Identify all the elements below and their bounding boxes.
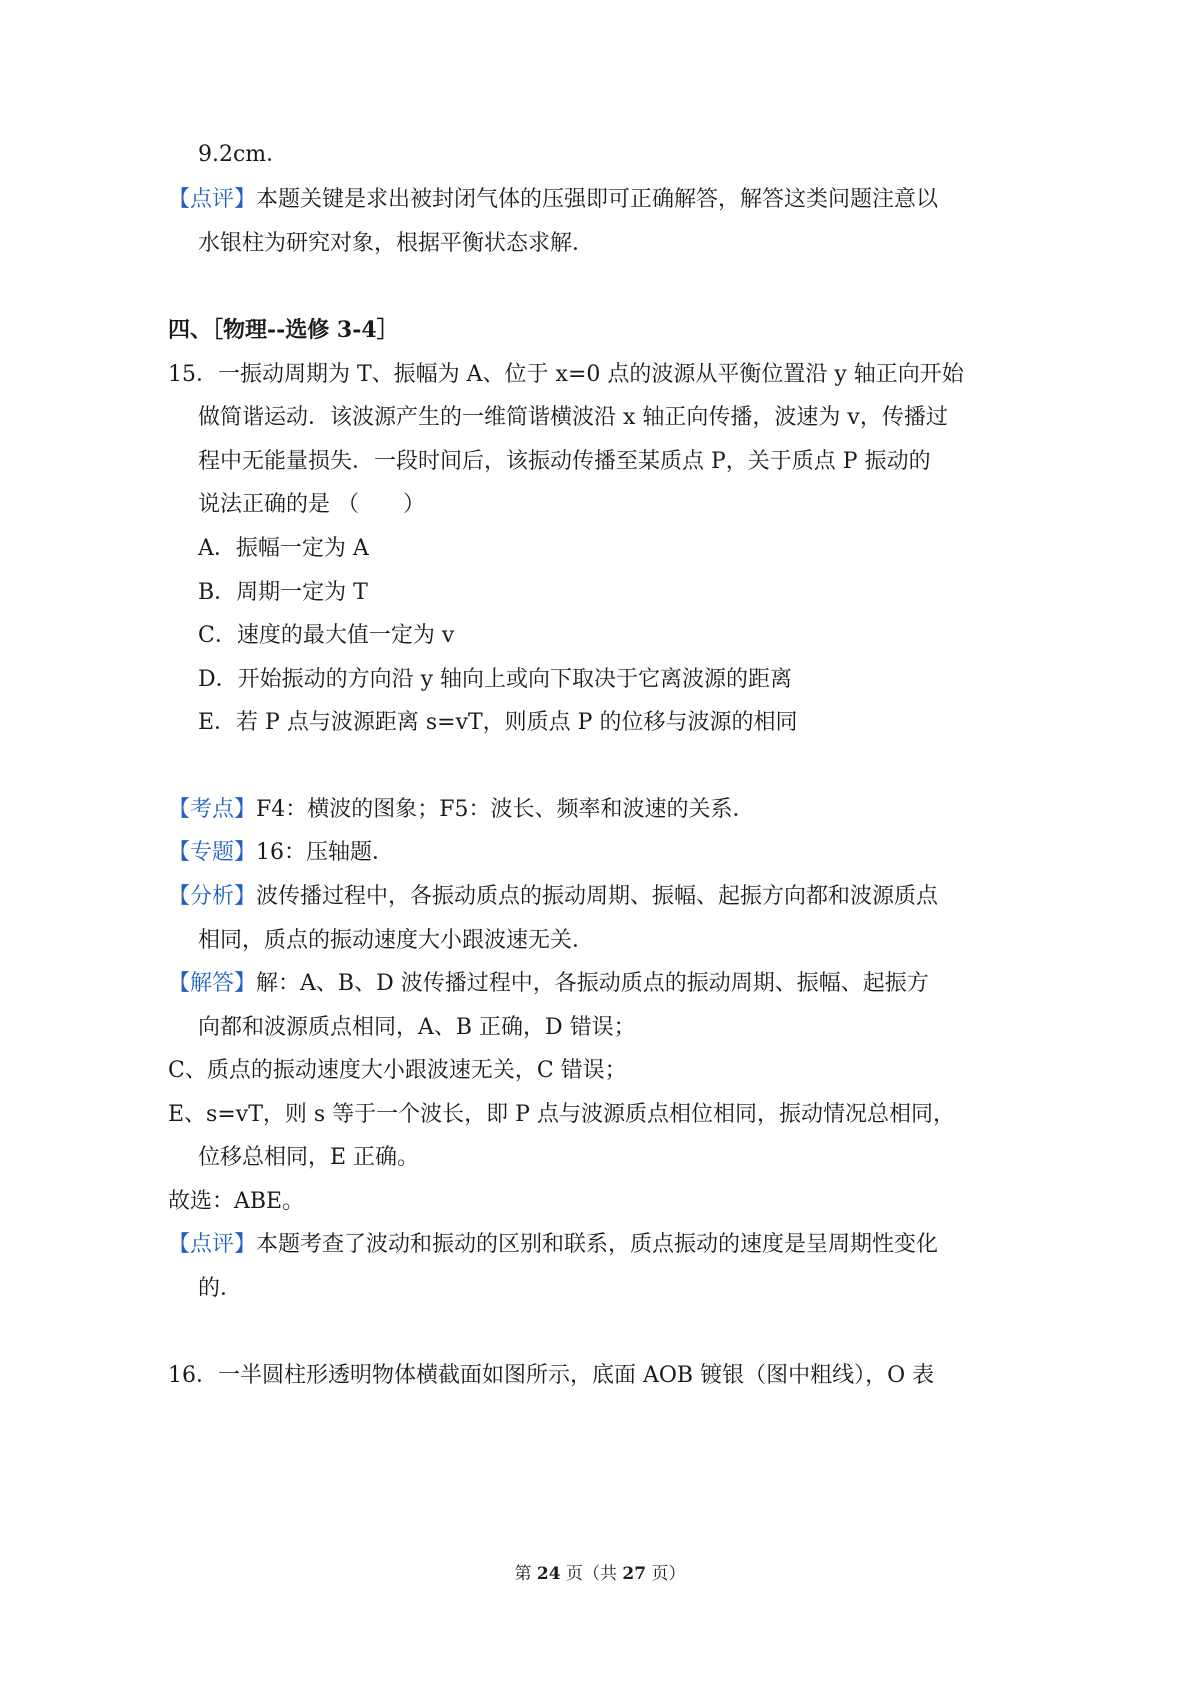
q15-jieda-line-4: E、s=vT，则 s 等于一个波长，即 P 点与波源质点相位相同，振动情况总相同， xyxy=(168,1102,955,1127)
page-footer xyxy=(0,1562,1200,1586)
q15-stem-line-1: 15．一振动周期为 T、振幅为 A、位于 x=0 点的波源从平衡位置沿 y 轴正向开始 xyxy=(168,362,964,387)
previous-review-line-2: 水银柱为研究对象，根据平衡状态求解． xyxy=(198,231,595,256)
dianping-text: 本题考查了波动和振动的区别和联系，质点振动的速度是呈周期性变化 xyxy=(256,1232,939,1257)
q15-kaodian xyxy=(168,795,755,825)
review-text: 本题关键是求出被封闭气体的压强即可正确解答，解答这类问题注意以 xyxy=(256,187,939,212)
q15-option-a: A．振幅一定为 A xyxy=(198,536,369,561)
footer-prefix: 第 xyxy=(514,1564,537,1584)
q15-jieda-line-2: 向都和波源质点相同，A、B 正确，D 错误； xyxy=(198,1015,636,1040)
q15-stem-line-3: 程中无能量损失．一段时间后，该振动传播至某质点 P，关于质点 P 振动的 xyxy=(198,449,931,474)
jieda-tag: 【解答】 xyxy=(168,971,257,996)
zhuanti-text: 16：压轴题． xyxy=(256,840,395,865)
q15-option-e: E．若 P 点与波源距离 s=vT，则质点 P 的位移与波源的相同 xyxy=(198,710,798,735)
fenxi-text: 波传播过程中，各振动质点的振动周期、振幅、起振方向都和波源质点 xyxy=(256,884,939,909)
previous-review-line-1 xyxy=(168,185,938,215)
jieda-text: 解：A、B、D 波传播过程中，各振动质点的振动周期、振幅、起振方 xyxy=(256,971,929,996)
q15-dianping-line-1 xyxy=(168,1230,938,1260)
q15-stem-line-4: 说法正确的是 （ ） xyxy=(198,492,425,517)
kaodian-tag: 【考点】 xyxy=(168,797,257,822)
footer-page-number: 24 xyxy=(536,1564,561,1584)
fenxi-tag: 【分析】 xyxy=(168,884,257,909)
q15-fenxi-line-2: 相同，质点的振动速度大小跟波速无关． xyxy=(198,928,595,953)
q15-option-d: D．开始振动的方向沿 y 轴向上或向下取决于它离波源的距离 xyxy=(198,667,793,692)
q15-option-b: B．周期一定为 T xyxy=(198,580,368,605)
q15-answer-choice: 故选：ABE。 xyxy=(168,1189,305,1214)
q15-dianping-line-2: 的． xyxy=(198,1276,243,1301)
q15-jieda-line-5: 位移总相同，E 正确。 xyxy=(198,1145,420,1170)
section-heading: 四、［物理--选修 3-4］ xyxy=(168,317,399,343)
previous-answer-tail: 9.2cm． xyxy=(198,142,289,167)
footer-suffix: 页） xyxy=(646,1564,686,1584)
q15-jieda-line-3: C、质点的振动速度大小跟波速无关，C 错误； xyxy=(168,1058,627,1083)
q15-fenxi-line-1 xyxy=(168,882,938,912)
q15-zhuanti xyxy=(168,838,394,868)
footer-total-pages: 27 xyxy=(622,1564,647,1584)
kaodian-text: F4：横波的图象；F5：波长、频率和波速的关系． xyxy=(256,797,755,822)
review-tag: 【点评】 xyxy=(168,187,257,212)
footer-middle: 页（共 xyxy=(560,1564,623,1584)
zhuanti-tag: 【专题】 xyxy=(168,840,257,865)
q15-stem-line-2: 做简谐运动．该波源产生的一维简谐横波沿 x 轴正向传播，波速为 v，传播过 xyxy=(198,405,948,430)
dianping-tag: 【点评】 xyxy=(168,1232,257,1257)
q15-option-c: C．速度的最大值一定为 v xyxy=(198,623,455,648)
q15-jieda-line-1 xyxy=(168,969,929,999)
q16-stem-line-1: 16．一半圆柱形透明物体横截面如图所示，底面 AOB 镀银（图中粗线），O 表 xyxy=(168,1363,935,1388)
